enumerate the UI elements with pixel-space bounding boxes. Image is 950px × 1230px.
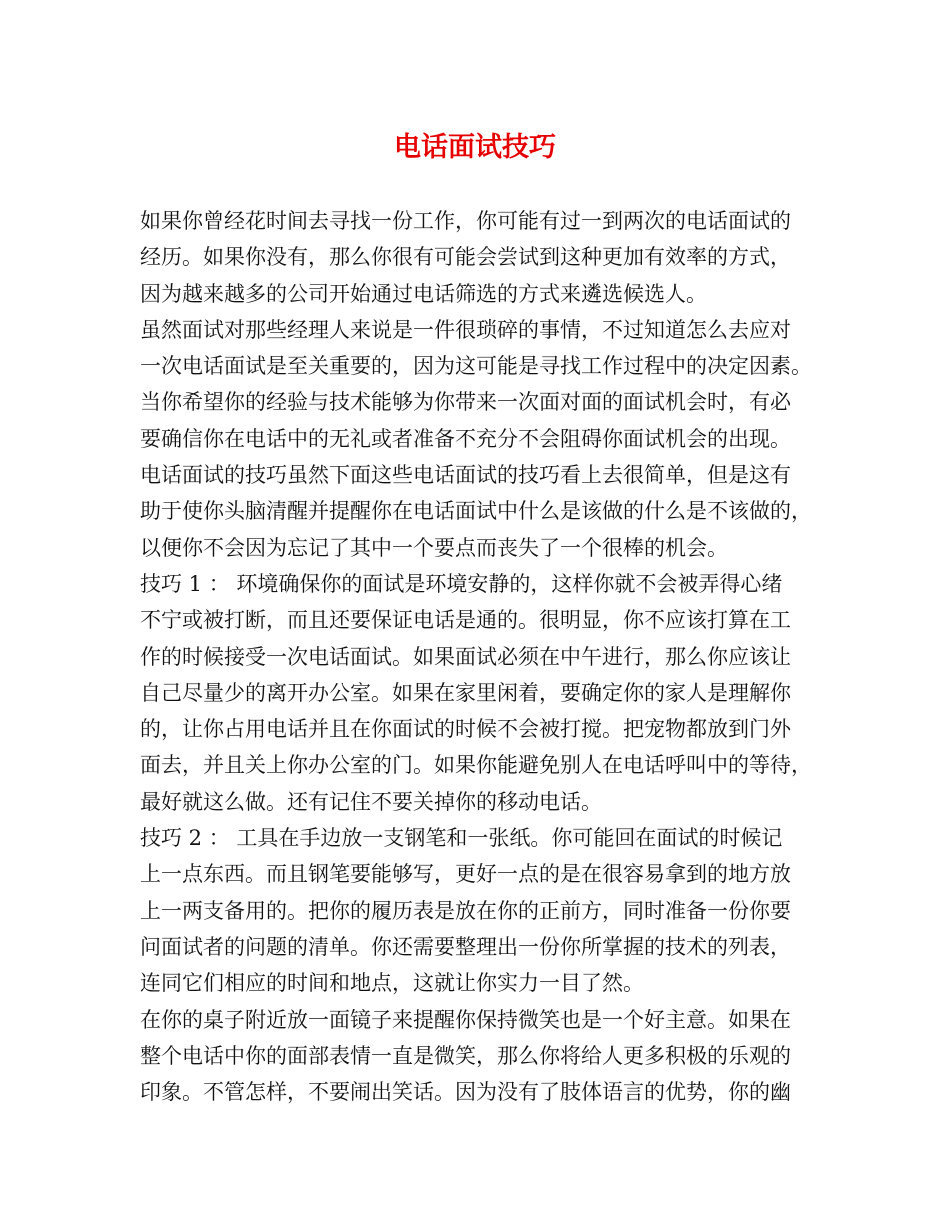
page-title: 电话面试技巧 xyxy=(394,132,556,163)
text-line: 整个电话中你的面部表情一直是微笑，那么你将给人更多积极的乐观的 xyxy=(140,1043,791,1068)
text-line: 电话面试的技巧虽然下面这些电话面试的技巧看上去很简单，但是这有 xyxy=(140,463,791,488)
text-line: 因为越来越多的公司开始通过电话筛选的方式来遴选候选人。 xyxy=(140,281,707,306)
text-line: 连同它们相应的时间和地点，这就让你实力一目了然。 xyxy=(140,971,644,996)
text-line: 经历。如果你没有，那么你很有可能会尝试到这种更加有效率的方式， xyxy=(140,245,791,270)
text-line: 一次电话面试是至关重要的，因为这可能是寻找工作过程中的决定因素。 xyxy=(140,354,812,379)
text-line: 作的时候接受一次电话面试。如果面试必须在中午进行，那么你应该让 xyxy=(140,644,791,669)
text-line: 要确信你在电话中的无礼或者准备不充分不会阻碍你面试机会的出现。 xyxy=(140,426,791,451)
text-line: 上一点东西。而且钢笔要能够写，更好一点的是在很容易拿到的地方放 xyxy=(140,862,791,887)
text-line: 面去，并且关上你办公室的门。如果你能避免别人在电话呼叫中的等待， xyxy=(140,753,812,778)
text-line: 技巧 1 ： 环境确保你的面试是环境安静的，这样你就不会被弄得心绪 xyxy=(140,571,783,596)
text-line: 最好就这么做。还有记住不要关掉你的移动电话。 xyxy=(140,789,602,814)
text-line: 上一两支备用的。把你的履历表是放在你的正前方，同时准备一份你要 xyxy=(140,898,791,923)
text-line: 技巧 2 ： 工具在手边放一支钢笔和一张纸。你可能回在面试的时候记 xyxy=(140,826,783,851)
text-line: 印象。不管怎样，不要闹出笑话。因为没有了肢体语言的优势，你的幽 xyxy=(140,1080,791,1105)
text-line: 自己尽量少的离开办公室。如果在家里闲着，要确定你的家人是理解你 xyxy=(140,680,791,705)
text-line: 当你希望你的经验与技术能够为你带来一次面对面的面试机会时，有必 xyxy=(140,390,791,415)
text-line: 助于使你头脑清醒并提醒你在电话面试中什么是该做的什么是不该做的， xyxy=(140,499,812,524)
text-line: 的，让你占用电话并且在你面试的时候不会被打搅。把宠物都放到门外 xyxy=(140,717,791,742)
text-line: 虽然面试对那些经理人来说是一件很琐碎的事情，不过知道怎么去应对 xyxy=(140,317,791,342)
text-line: 以便你不会因为忘记了其中一个要点而丧失了一个很棒的机会。 xyxy=(140,535,728,560)
text-line: 如果你曾经花时间去寻找一份工作，你可能有过一到两次的电话面试的 xyxy=(140,209,791,233)
document-body xyxy=(140,203,840,1110)
text-line: 在你的桌子附近放一面镜子来提醒你保持微笑也是一个好主意。如果在 xyxy=(140,1007,791,1032)
text-line: 问面试者的问题的清单。你还需要整理出一份你所掌握的技术的列表， xyxy=(140,934,791,959)
text-line: 不宁或被打断，而且还要保证电话是通的。很明显，你不应该打算在工 xyxy=(140,608,791,633)
